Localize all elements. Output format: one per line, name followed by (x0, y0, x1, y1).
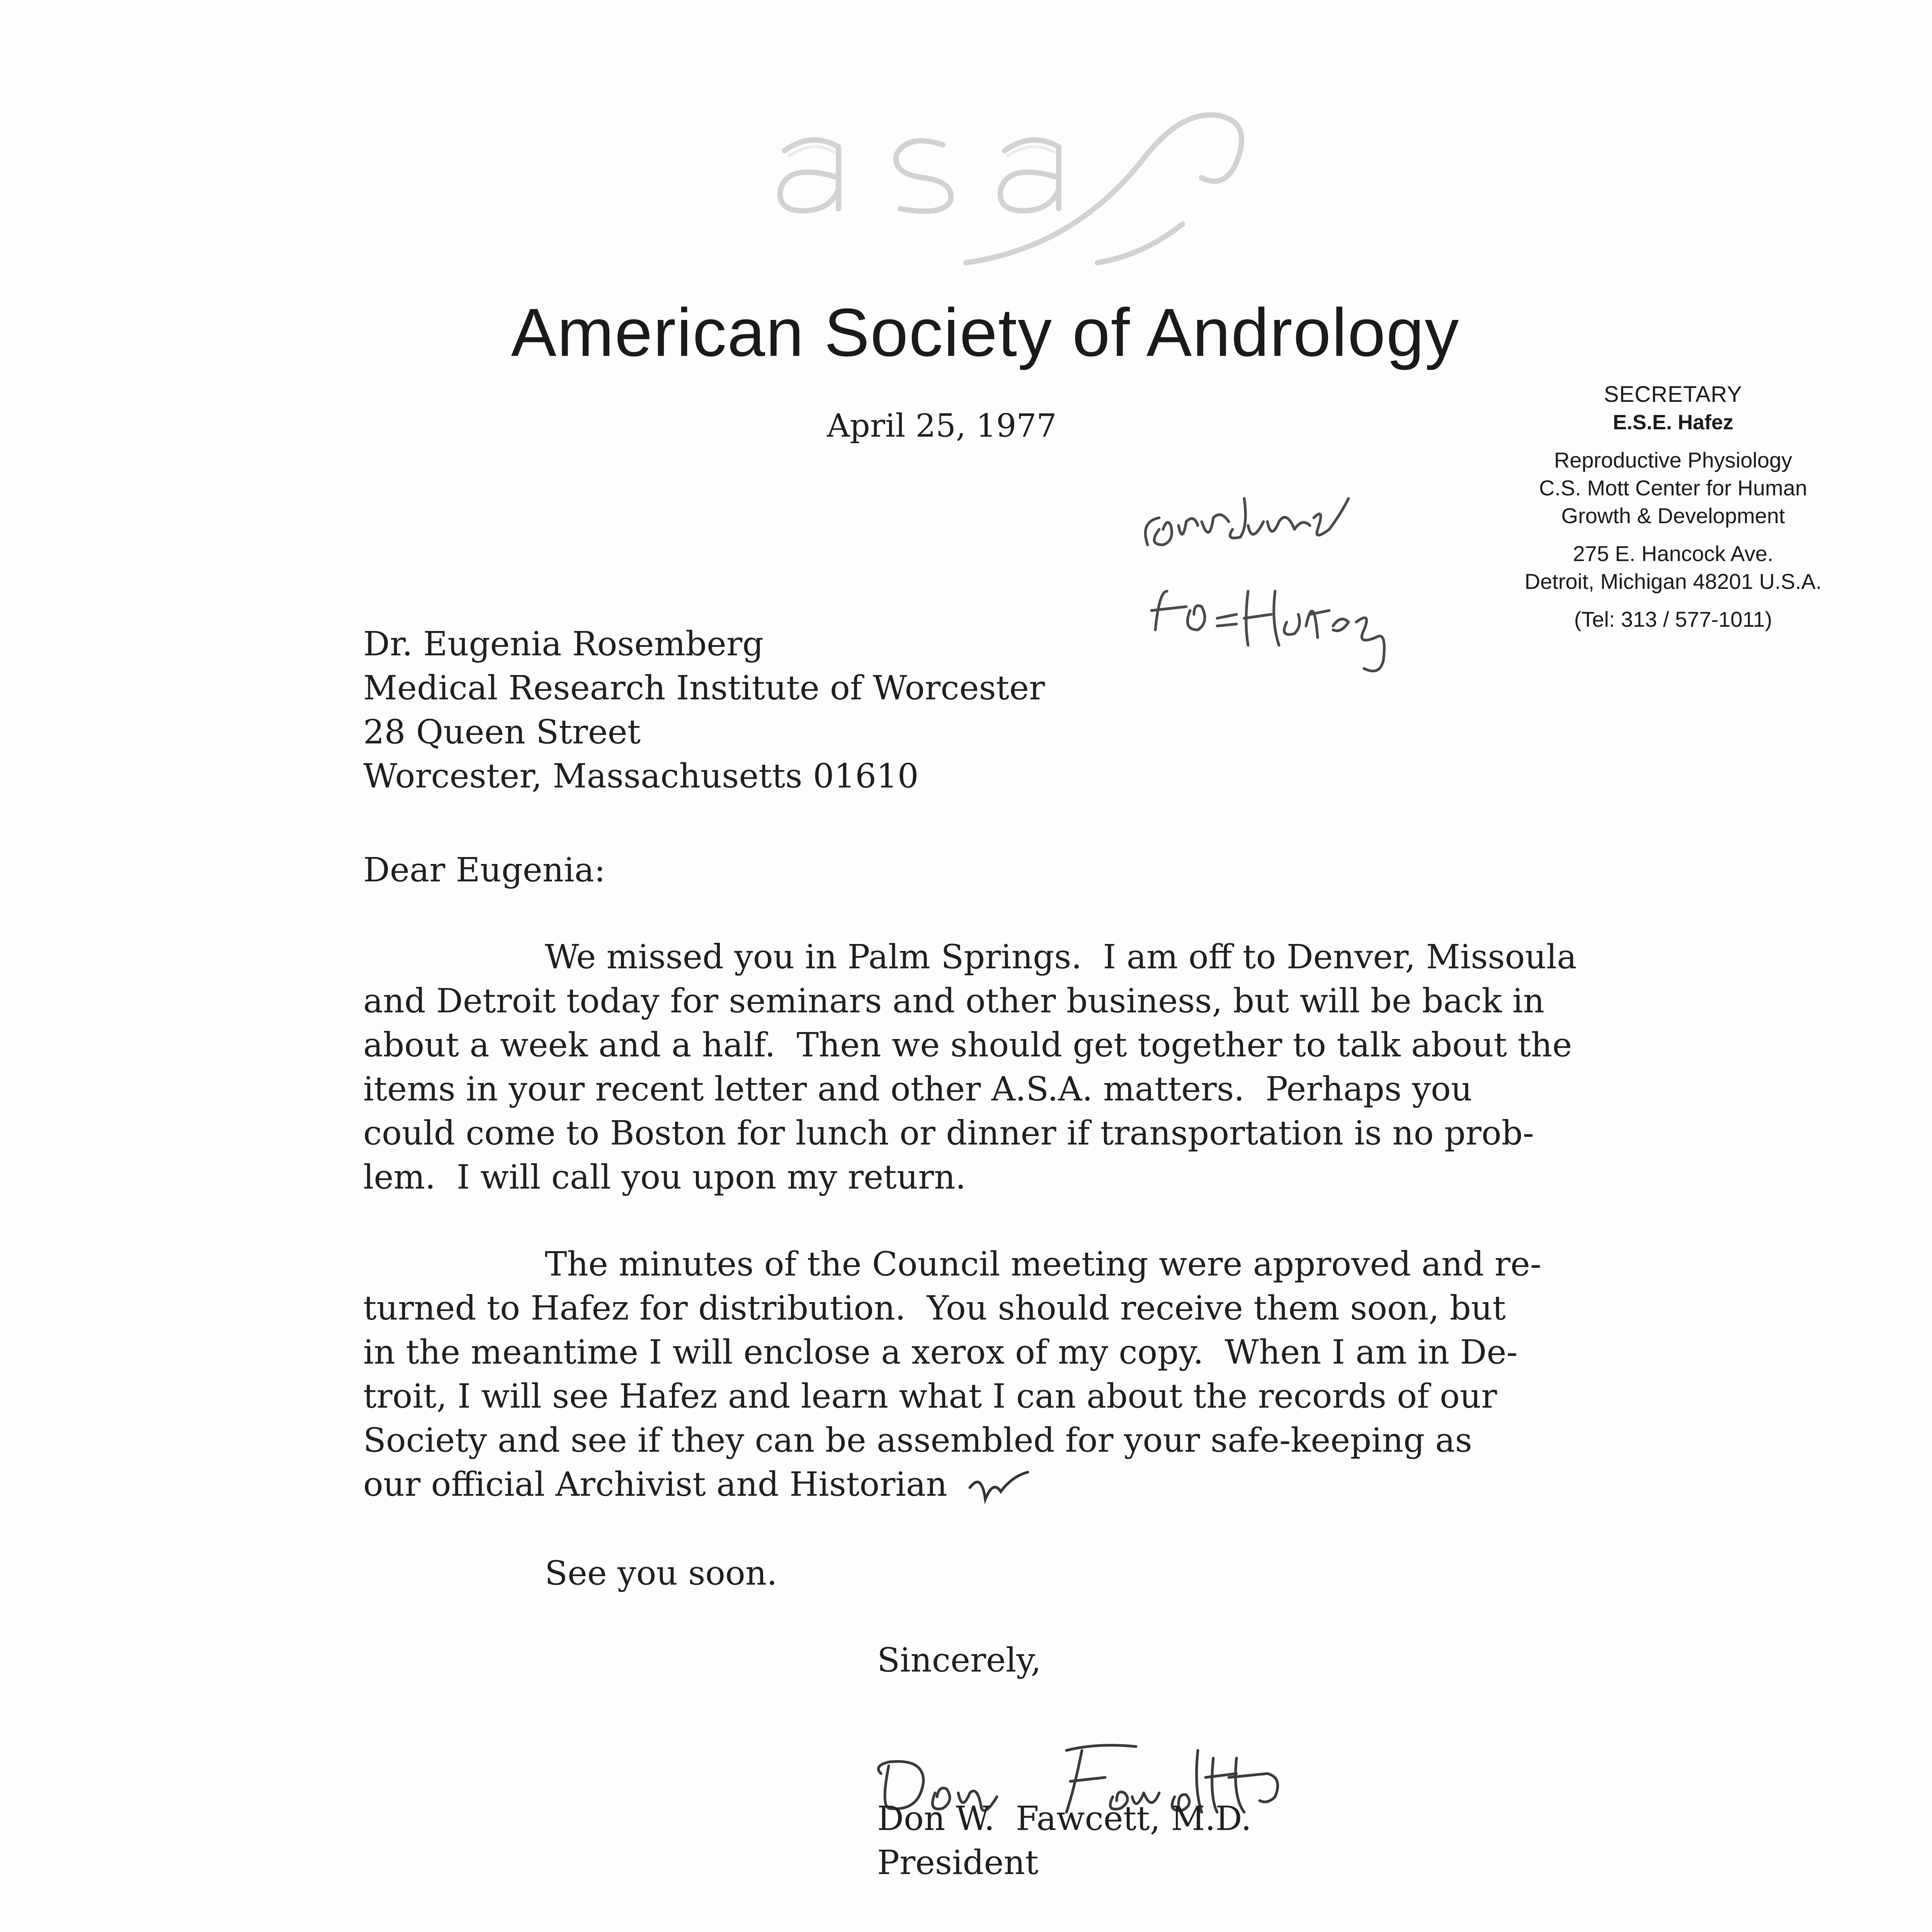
body-line: could come to Boston for lunch or dinner if transportation is no prob- (363, 1114, 1534, 1153)
body-line: turned to Hafez for distribution. You should receive them soon, but (363, 1289, 1506, 1328)
body-line: and Detroit today for seminars and other business, but will be back in (363, 982, 1545, 1020)
secretary-title: SECRETARY (1604, 382, 1743, 407)
body-paragraph-3: See you soon. (545, 1554, 777, 1593)
body-line: about a week and a half. Then we should get together to talk about the (363, 1026, 1572, 1065)
body-line: in the meantime I will enclose a xerox of my copy. When I am in De- (363, 1333, 1518, 1372)
recipient-city: Worcester, Massachusetts 01610 (363, 757, 919, 796)
signer-name: Don W. Fawcett, M.D. (877, 1799, 1252, 1838)
secretary-tel: (Tel: 313 / 577-1011) (1574, 607, 1772, 631)
recipient-institution: Medical Research Institute of Worcester (363, 669, 1045, 707)
body-line: troit, I will see Hafez and learn what I can about the records of our (363, 1377, 1497, 1416)
body-line: Society and see if they can be assembled for your safe-keeping as (363, 1421, 1472, 1460)
secretary-block (1499, 381, 1847, 633)
body-line: lem. I will call you upon my return. (363, 1158, 966, 1197)
secretary-name: E.S.E. Hafez (1612, 411, 1734, 434)
organization-name: American Society of Andrology (511, 295, 1460, 371)
body-paragraph-2 (363, 1242, 1541, 1507)
secretary-street: 275 E. Hancock Ave. (1573, 541, 1774, 566)
secretary-center-2: Growth & Development (1561, 503, 1785, 528)
closing: Sincerely, (877, 1641, 1041, 1680)
secretary-dept: Reproductive Physiology (1554, 448, 1793, 472)
secretary-center-1: C.S. Mott Center for Human (1539, 476, 1807, 500)
body-line: We missed you in Palm Springs. I am off to Denver, Missoula (545, 938, 1577, 976)
secretary-city: Detroit, Michigan 48201 U.S.A. (1524, 569, 1822, 594)
salutation: Dear Eugenia: (363, 851, 605, 889)
recipient-name: Dr. Eugenia Rosemberg (363, 625, 764, 663)
recipient-street: 28 Queen Street (363, 713, 641, 752)
signer-title: President (877, 1844, 1039, 1882)
handwritten-correction-mark (966, 1464, 1036, 1511)
letter-date: April 25, 1977 (827, 408, 1057, 444)
body-line: our official Archivist and Historian (363, 1465, 947, 1504)
handwritten-note (1132, 429, 1410, 699)
body-line: The minutes of the Council meeting were approved and re- (545, 1245, 1541, 1284)
asa-embossed-logo (726, 62, 1329, 278)
body-line: items in your recent letter and other A.S.A. matters. Perhaps you (363, 1070, 1473, 1109)
body-paragraph-1 (363, 935, 1577, 1199)
